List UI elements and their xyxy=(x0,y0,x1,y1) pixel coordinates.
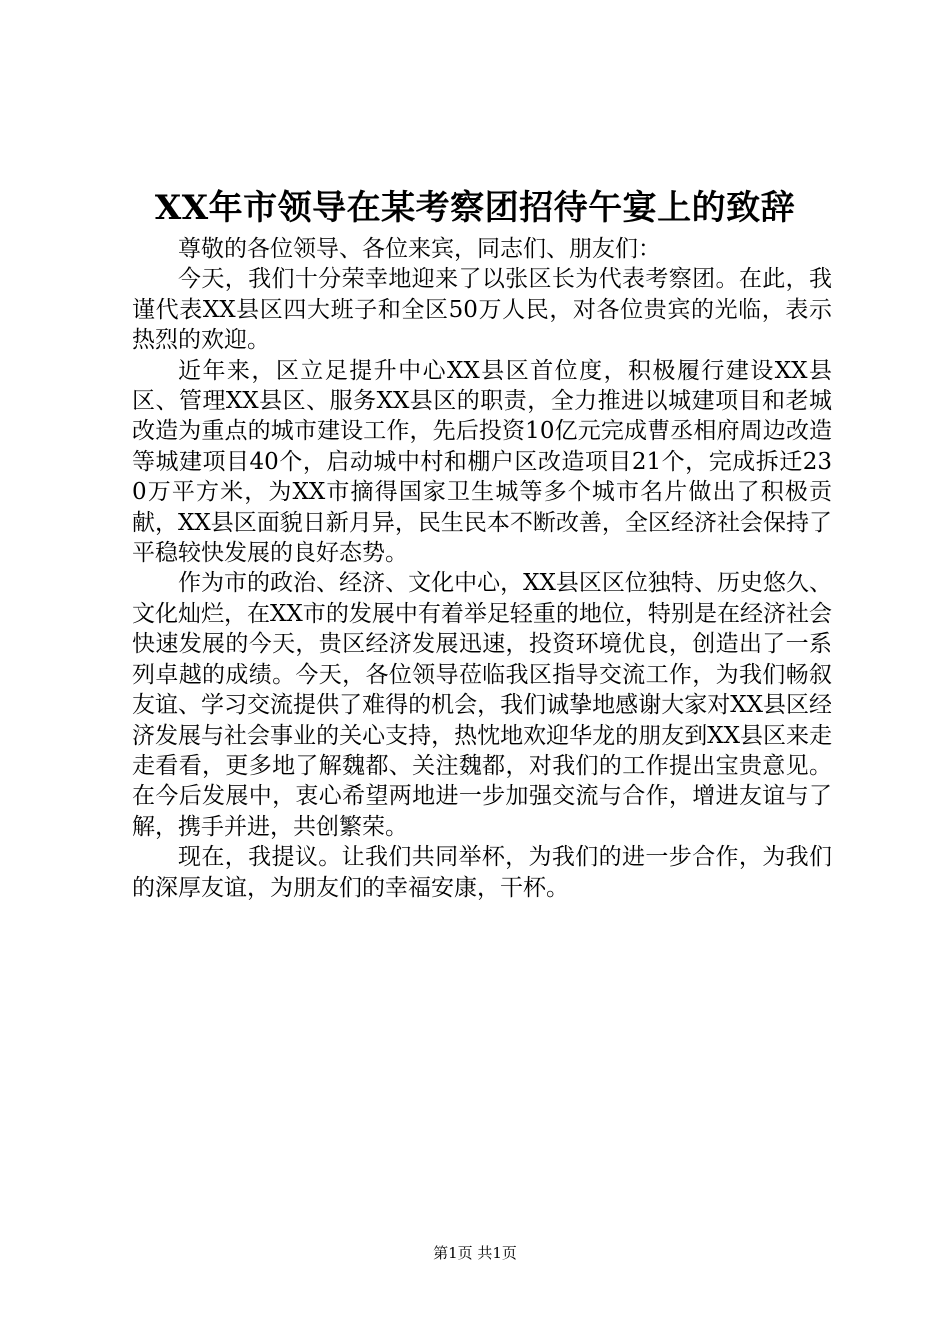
body-paragraph: 近年来，区立足提升中心XX县区首位度，积极履行建设XX县区、管理XX县区、服务XX县区的职责，全力推进以城建项目和老城改造为重点的城市建设工作，先后投资10亿元完成曹丞相府周边改造等城建项目40个，启动城中村和棚户区改造项目21个，完成拆迁230万平方米，为XX市摘得国家卫生城等多个城市名片做出了积极贡献，XX县区面貌日新月异，民生民本不断改善，全区经济社会保持了平稳较快发展的良好态势。 xyxy=(132,357,832,567)
document-title: XX年市领导在某考察团招待午宴上的致辞 xyxy=(154,188,796,228)
page-number-footer: 第1页 共1页 xyxy=(433,1244,517,1262)
salutation-paragraph: 尊敬的各位领导、各位来宾，同志们、朋友们： xyxy=(178,236,661,262)
body-paragraph: 今天，我们十分荣幸地迎来了以张区长为代表考察团。在此，我谨代表XX县区四大班子和全区50万人民，对各位贵宾的光临，表示热烈的欢迎。 xyxy=(132,266,832,354)
body-paragraph: 作为市的政治、经济、文化中心，XX县区区位独特、历史悠久、文化灿烂，在XX市的发展中有着举足轻重的地位，特别是在经济社会快速发展的今天，贵区经济发展迅速，投资环境优良，创造出了一系列卓越的成绩。今天，各位领导莅临我区指导交流工作，为我们畅叙友谊、学习交流提供了难得的机会，我们诚挚地感谢大家对XX县区经济发展与社会事业的关心支持，热忱地欢迎华龙的朋友到XX县区来走走看看，更多地了解魏都、关注魏都，对我们的工作提出宝贵意见。在今后发展中，衷心希望两地进一步加强交流与合作，增进友谊与了解，携手并进，共创繁荣。 xyxy=(132,570,832,840)
document-body xyxy=(132,234,832,903)
closing-paragraph: 现在，我提议。让我们共同举杯，为我们的进一步合作，为我们的深厚友谊，为朋友们的幸福安康，干杯。 xyxy=(132,844,832,901)
